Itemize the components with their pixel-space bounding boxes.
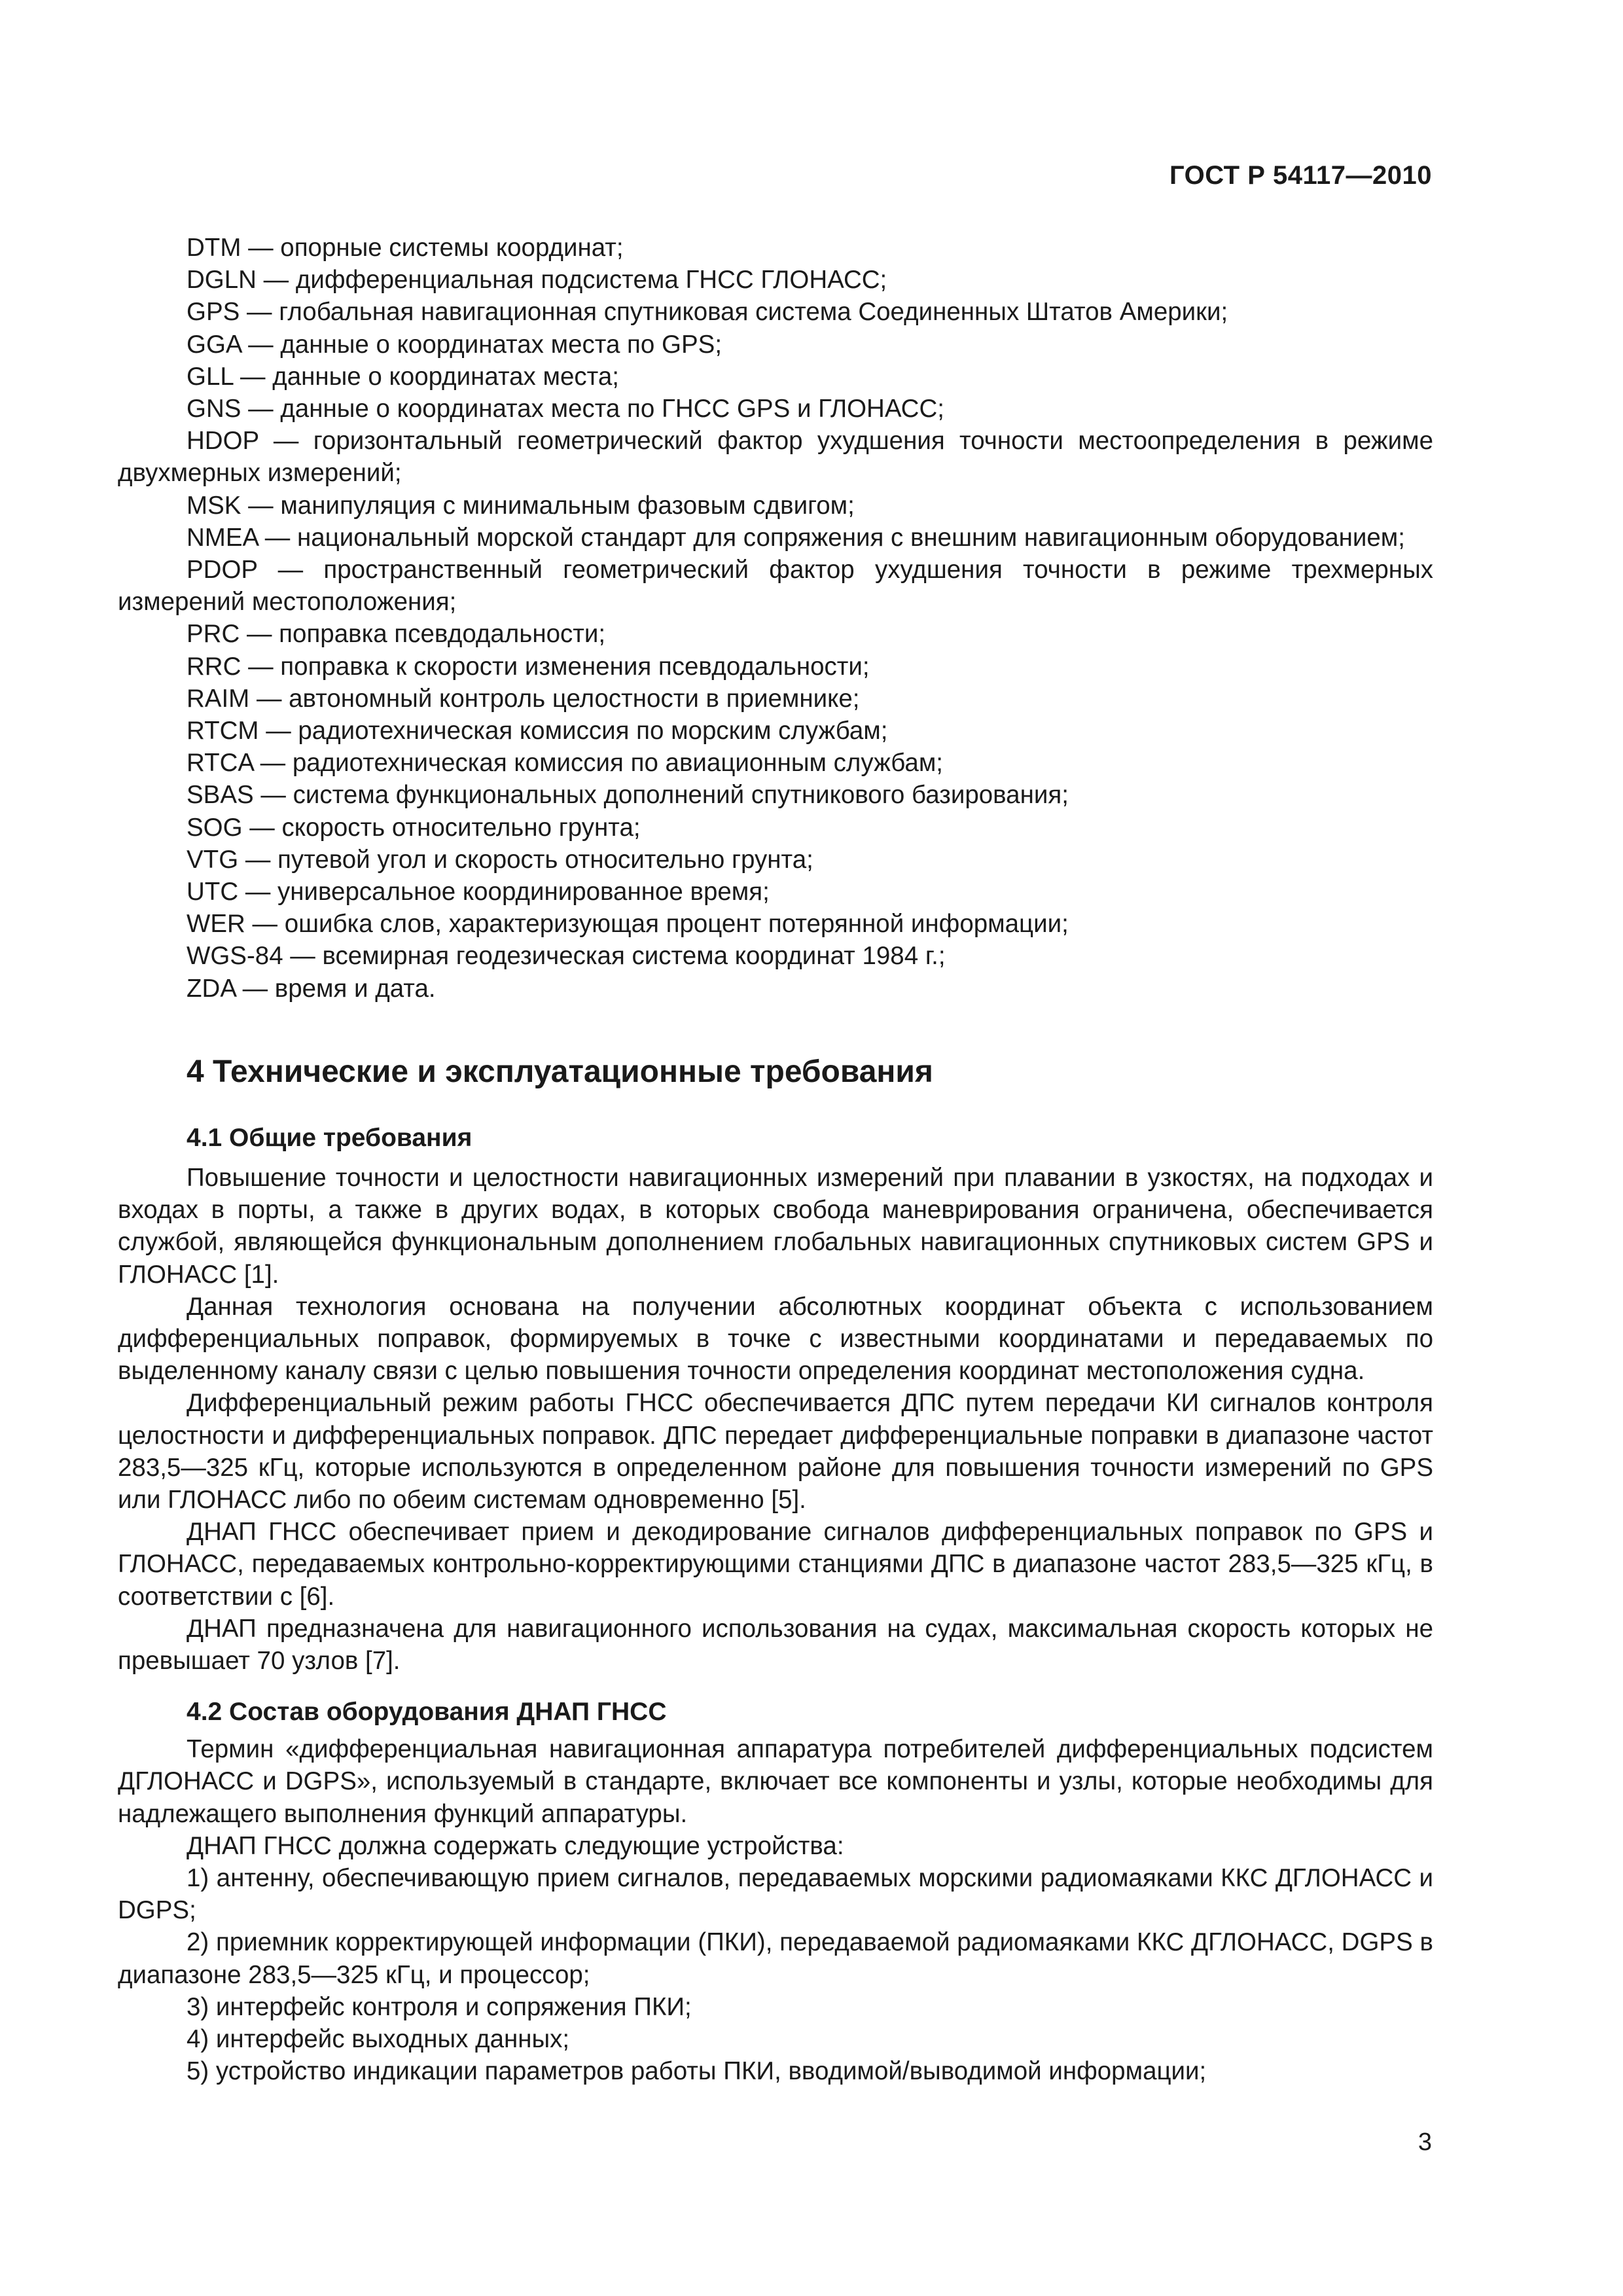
abbreviation-item: DTM — опорные системы координат; bbox=[187, 234, 624, 262]
abbreviation-item: WER — ошибка слов, характеризующая процент потерянной информации; bbox=[187, 910, 1069, 939]
paragraph: Дифференциальный режим работы ГНСС обеспечивается ДПС путем передачи КИ сигналов контроля целостности и дифференциальных поправок. ДПС передает дифференциальные поправки в диапазоне частот 283,5—325 кГц, которые используются в определенном районе для повышения точности измерений по GPS или ГЛОНАСС либо по обеим системам одновременно [5]. bbox=[118, 1389, 1433, 1515]
subsection-4-2-heading: 4.2 Состав оборудования ДНАП ГНСС bbox=[187, 1698, 667, 1726]
list-item: 4) интерфейс выходных данных; bbox=[187, 2025, 570, 2054]
abbreviation-item: GLL — данные о координатах места; bbox=[187, 362, 619, 391]
section-4-heading: 4 Технические и эксплуатационные требования bbox=[187, 1054, 933, 1089]
abbreviation-item: HDOP — горизонтальный геометрический фактор ухудшения точности местоопределения в режиме двухмерных измерений; bbox=[118, 427, 1433, 488]
abbreviation-item: RRC — поправка к скорости изменения псевдодальности; bbox=[187, 652, 870, 681]
list-item: 3) интерфейс контроля и сопряжения ПКИ; bbox=[187, 1992, 692, 2021]
abbreviation-item: UTC — универсальное координированное время; bbox=[187, 878, 770, 906]
paragraph: Данная технология основана на получении абсолютных координат объекта с использованием дифференциальных поправок, формируемых в точке с известными координатами и передаваемых по выделенному каналу связи с целью повышения точности определения координат местоположения судна. bbox=[118, 1292, 1433, 1386]
abbreviation-item: PRC — поправка псевдодальности; bbox=[187, 620, 606, 649]
abbreviation-item: RTCM — радиотехническая комиссия по морским службам; bbox=[187, 717, 888, 745]
paragraph: Повышение точности и целостности навигационных измерений при плавании в узкостях, на подходах и входах в порты, а также в других водах, в которых свобода маневрирования ограничена, обеспечивается службой, являющейся функциональным дополнением глобальных навигационных спутниковых систем GPS и ГЛОНАСС [1]. bbox=[118, 1164, 1433, 1289]
abbreviation-item: GGA — данные о координатах места по GPS; bbox=[187, 330, 722, 359]
abbreviation-item: ZDA — время и дата. bbox=[187, 974, 436, 1003]
abbreviation-item: NMEA — национальный морской стандарт для сопряжения с внешним навигационным оборудованием; bbox=[187, 523, 1405, 552]
abbreviation-item: SOG — скорость относительно грунта; bbox=[187, 813, 641, 842]
abbreviation-item: GNS — данные о координатах места по ГНСС GPS и ГЛОНАСС; bbox=[187, 395, 944, 423]
paragraph: ДНАП ГНСС обеспечивает прием и декодирование сигналов дифференциальных поправок по GPS и ГЛОНАСС, передаваемых контрольно-корректирующими станциями ДПС в диапазоне частот 283,5—325 кГц, в соответствии с [6]. bbox=[118, 1518, 1433, 1611]
list-item: 2) приемник корректирующей информации (ПКИ), передаваемой радиомаяками ККС ДГЛОНАСС, DGPS в диапазоне 283,5—325 кГц, и процессор; bbox=[118, 1928, 1433, 1989]
paragraph: ДНАП ГНСС должна содержать следующие устройства: bbox=[187, 1831, 844, 1860]
abbreviation-item: DGLN — дифференциальная подсистема ГНСС ГЛОНАСС; bbox=[187, 266, 887, 295]
abbreviations-list bbox=[118, 232, 1433, 1005]
list-item: 5) устройство индикации параметров работы ПКИ, вводимой/выводимой информации; bbox=[187, 2057, 1207, 2086]
paragraph: ДНАП предназначена для навигационного использования на судах, максимальная скорость которых не превышает 70 узлов [7]. bbox=[118, 1614, 1433, 1676]
subsection-4-1-heading: 4.1 Общие требования bbox=[187, 1124, 473, 1152]
abbreviation-item: SBAS — система функциональных дополнений спутникового базирования; bbox=[187, 781, 1069, 810]
paragraph: Термин «дифференциальная навигационная аппаратура потребителей дифференциальных подсистем ДГЛОНАСС и DGPS», используемый в стандарте, включает все компоненты и узлы, которые необходимы для надлежащего выполнения функций аппаратуры. bbox=[118, 1735, 1433, 1828]
abbreviation-item: WGS-84 — всемирная геодезическая система координат 1984 г.; bbox=[187, 942, 946, 971]
page-number: 3 bbox=[1418, 2128, 1432, 2156]
document-code: ГОСТ Р 54117—2010 bbox=[1169, 161, 1432, 190]
subsection-4-2 bbox=[118, 1696, 1433, 2087]
subsection-4-1 bbox=[118, 1124, 1433, 1677]
abbreviation-item: RAIM — автономный контроль целостности в приемнике; bbox=[187, 684, 860, 713]
abbreviation-item: RTCA — радиотехническая комиссия по авиационным службам; bbox=[187, 749, 943, 778]
list-item: 1) антенну, обеспечивающую прием сигналов, передаваемых морскими радиомаяками ККС ДГЛОНАСС и DGPS; bbox=[118, 1864, 1433, 1925]
abbreviation-item: GPS — глобальная навигационная спутниковая система Соединенных Штатов Америки; bbox=[187, 298, 1228, 327]
abbreviation-item: MSK — манипуляция с минимальным фазовым сдвигом; bbox=[187, 491, 855, 520]
abbreviation-item: VTG — путевой угол и скорость относительно грунта; bbox=[187, 845, 813, 874]
abbreviation-item: PDOP — пространственный геометрический фактор ухудшения точности в режиме трехмерных измерений местоположения; bbox=[118, 556, 1433, 617]
